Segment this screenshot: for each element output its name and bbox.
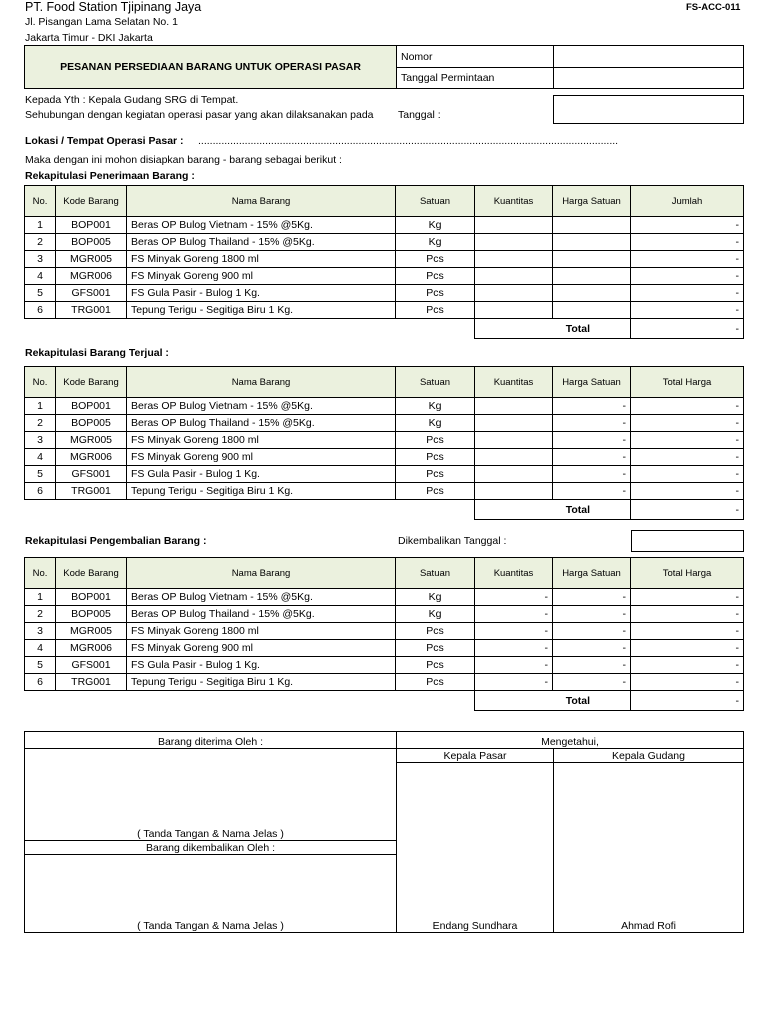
section-penerimaan-title: Rekapitulasi Penerimaan Barang : xyxy=(25,170,195,182)
kepala-pasar-name: Endang Sundhara xyxy=(432,920,518,932)
cell-kuantitas[interactable] xyxy=(475,251,553,268)
cell-satuan: Pcs xyxy=(396,285,475,302)
cell-harga: - xyxy=(553,432,631,449)
kepala-gudang-label: Kepala Gudang xyxy=(554,749,744,763)
table-row xyxy=(25,449,744,466)
cell-nama: FS Gula Pasir - Bulog 1 Kg. xyxy=(127,285,396,302)
col-harga: Harga Satuan xyxy=(553,186,631,217)
cell-kode: BOP005 xyxy=(56,234,127,251)
cell-nama: FS Gula Pasir - Bulog 1 Kg. xyxy=(127,657,396,674)
table-row xyxy=(25,657,744,674)
cell-total-harga: - xyxy=(631,466,744,483)
cell-satuan: Kg xyxy=(396,234,475,251)
table-row xyxy=(25,268,744,285)
cell-nama: Beras OP Bulog Vietnam - 15% @5Kg. xyxy=(127,589,396,606)
cell-no: 4 xyxy=(25,268,56,285)
cell-harga[interactable] xyxy=(553,217,631,234)
cell-kuantitas[interactable] xyxy=(475,415,553,432)
cell-harga[interactable] xyxy=(553,268,631,285)
cell-total-harga: - xyxy=(631,623,744,640)
company-name: PT. Food Station Tjipinang Jaya xyxy=(25,0,202,14)
col-jumlah: Jumlah xyxy=(631,186,744,217)
cell-no: 3 xyxy=(25,251,56,268)
table-row xyxy=(25,234,744,251)
sehubungan-text: Sehubungan dengan kegiatan operasi pasar yang akan dilaksanakan pada xyxy=(25,109,374,121)
cell-total-harga: - xyxy=(631,589,744,606)
table-row xyxy=(25,674,744,691)
cell-kuantitas[interactable] xyxy=(475,268,553,285)
cell-kuantitas[interactable] xyxy=(475,449,553,466)
cell-satuan: Pcs xyxy=(396,466,475,483)
cell-kuantitas[interactable] xyxy=(475,432,553,449)
company-address-1: Jl. Pisangan Lama Selatan No. 1 xyxy=(25,16,178,28)
col-satuan: Satuan xyxy=(396,186,475,217)
cell-total-harga: - xyxy=(631,398,744,415)
cell-kuantitas[interactable] xyxy=(475,483,553,500)
col-harga: Harga Satuan xyxy=(553,558,631,589)
mengetahui-label: Mengetahui, xyxy=(397,732,744,749)
cell-harga: - xyxy=(553,398,631,415)
dikembalikan-oleh-label: Barang dikembalikan Oleh : xyxy=(25,841,397,855)
cell-kode: GFS001 xyxy=(56,657,127,674)
cell-kode: MGR005 xyxy=(56,432,127,449)
col-kode: Kode Barang xyxy=(56,367,127,398)
cell-kuantitas: - xyxy=(475,640,553,657)
cell-total-harga: - xyxy=(631,483,744,500)
total-label: Total xyxy=(475,691,631,711)
cell-no: 1 xyxy=(25,398,56,415)
cell-jumlah: - xyxy=(631,302,744,319)
cell-nama: Tepung Terigu - Segitiga Biru 1 Kg. xyxy=(127,302,396,319)
cell-nama: FS Minyak Goreng 1800 ml xyxy=(127,623,396,640)
cell-jumlah: - xyxy=(631,234,744,251)
cell-kode: MGR006 xyxy=(56,449,127,466)
lokasi-label: Lokasi / Tempat Operasi Pasar : xyxy=(25,135,184,147)
col-nama: Nama Barang xyxy=(127,367,396,398)
cell-harga: - xyxy=(553,623,631,640)
cell-kode: TRG001 xyxy=(56,483,127,500)
cell-jumlah: - xyxy=(631,268,744,285)
cell-harga: - xyxy=(553,589,631,606)
cell-nama: Beras OP Bulog Vietnam - 15% @5Kg. xyxy=(127,217,396,234)
cell-jumlah: - xyxy=(631,251,744,268)
cell-kode: MGR006 xyxy=(56,640,127,657)
cell-harga: - xyxy=(553,449,631,466)
cell-kode: MGR006 xyxy=(56,268,127,285)
cell-total-harga: - xyxy=(631,432,744,449)
table-row xyxy=(25,251,744,268)
dikembalikan-tanggal-field[interactable] xyxy=(631,530,744,552)
cell-satuan: Kg xyxy=(396,606,475,623)
cell-harga: - xyxy=(553,415,631,432)
dikembalikan-tanda-tangan[interactable]: ( Tanda Tangan & Nama Jelas ) xyxy=(25,855,397,933)
cell-kode: BOP001 xyxy=(56,589,127,606)
cell-satuan: Pcs xyxy=(396,623,475,640)
cell-satuan: Pcs xyxy=(396,483,475,500)
total-row xyxy=(25,691,744,711)
table-row xyxy=(25,398,744,415)
total-label: Total xyxy=(475,319,631,339)
cell-kode: TRG001 xyxy=(56,674,127,691)
lokasi-dots: ................................................................................................................................................ xyxy=(198,135,619,147)
table-row xyxy=(25,640,744,657)
cell-nama: Beras OP Bulog Vietnam - 15% @5Kg. xyxy=(127,398,396,415)
cell-jumlah: - xyxy=(631,285,744,302)
diterima-oleh-label: Barang diterima Oleh : xyxy=(25,732,397,749)
cell-nama: FS Minyak Goreng 900 ml xyxy=(127,449,396,466)
col-nama: Nama Barang xyxy=(127,186,396,217)
cell-kuantitas[interactable] xyxy=(475,466,553,483)
cell-harga: - xyxy=(553,466,631,483)
table-pengembalian xyxy=(24,557,744,711)
nomor-label: Nomor xyxy=(397,46,554,68)
col-no: No. xyxy=(25,367,56,398)
cell-no: 2 xyxy=(25,234,56,251)
cell-kode: BOP005 xyxy=(56,415,127,432)
cell-kuantitas: - xyxy=(475,606,553,623)
cell-kode: GFS001 xyxy=(56,285,127,302)
cell-no: 3 xyxy=(25,432,56,449)
col-satuan: Satuan xyxy=(396,367,475,398)
cell-no: 6 xyxy=(25,674,56,691)
cell-kode: TRG001 xyxy=(56,302,127,319)
table-row xyxy=(25,589,744,606)
table-penerimaan xyxy=(24,185,744,339)
company-address-2: Jakarta Timur - DKI Jakarta xyxy=(25,32,153,44)
col-kuantitas: Kuantitas xyxy=(475,186,553,217)
total-value: - xyxy=(631,500,744,520)
cell-satuan: Kg xyxy=(396,217,475,234)
cell-harga[interactable] xyxy=(553,251,631,268)
cell-total-harga: - xyxy=(631,657,744,674)
kepala-gudang-name: Ahmad Rofi xyxy=(621,920,676,932)
diterima-signature-area[interactable] xyxy=(25,749,397,827)
cell-jumlah: - xyxy=(631,217,744,234)
cell-satuan: Pcs xyxy=(396,657,475,674)
cell-satuan: Pcs xyxy=(396,449,475,466)
cell-no: 3 xyxy=(25,623,56,640)
document-title: PESANAN PERSEDIAAN BARANG UNTUK OPERASI PASAR xyxy=(25,46,397,89)
cell-no: 5 xyxy=(25,657,56,674)
table-row xyxy=(25,432,744,449)
tanggal-field[interactable] xyxy=(553,95,744,124)
cell-no: 4 xyxy=(25,449,56,466)
col-kuantitas: Kuantitas xyxy=(475,367,553,398)
total-label: Total xyxy=(475,500,631,520)
cell-no: 1 xyxy=(25,217,56,234)
title-block xyxy=(24,45,744,89)
cell-no: 2 xyxy=(25,606,56,623)
diterima-tanda-tangan: ( Tanda Tangan & Nama Jelas ) xyxy=(25,827,397,841)
kepala-pasar-label: Kepala Pasar xyxy=(397,749,554,763)
cell-nama: Beras OP Bulog Thailand - 15% @5Kg. xyxy=(127,606,396,623)
cell-kuantitas[interactable] xyxy=(475,302,553,319)
cell-total-harga: - xyxy=(631,674,744,691)
cell-kuantitas[interactable] xyxy=(475,234,553,251)
cell-kuantitas[interactable] xyxy=(475,217,553,234)
cell-nama: FS Minyak Goreng 1800 ml xyxy=(127,251,396,268)
section-terjual-title: Rekapitulasi Barang Terjual : xyxy=(25,347,169,359)
cell-nama: FS Minyak Goreng 1800 ml xyxy=(127,432,396,449)
col-satuan: Satuan xyxy=(396,558,475,589)
table-row xyxy=(25,483,744,500)
table-row xyxy=(25,606,744,623)
total-value: - xyxy=(631,319,744,339)
cell-harga: - xyxy=(553,483,631,500)
nomor-field[interactable] xyxy=(554,46,744,68)
cell-satuan: Kg xyxy=(396,589,475,606)
col-no: No. xyxy=(25,558,56,589)
cell-nama: Beras OP Bulog Thailand - 15% @5Kg. xyxy=(127,234,396,251)
col-no: No. xyxy=(25,186,56,217)
cell-satuan: Pcs xyxy=(396,674,475,691)
cell-kuantitas[interactable] xyxy=(475,398,553,415)
cell-kode: MGR005 xyxy=(56,251,127,268)
cell-no: 4 xyxy=(25,640,56,657)
cell-harga: - xyxy=(553,657,631,674)
cell-nama: Tepung Terigu - Segitiga Biru 1 Kg. xyxy=(127,674,396,691)
cell-total-harga: - xyxy=(631,449,744,466)
cell-no: 1 xyxy=(25,589,56,606)
cell-no: 5 xyxy=(25,285,56,302)
cell-kode: BOP001 xyxy=(56,398,127,415)
table-row xyxy=(25,302,744,319)
cell-kode: BOP005 xyxy=(56,606,127,623)
cell-kuantitas: - xyxy=(475,623,553,640)
cell-nama: FS Minyak Goreng 900 ml xyxy=(127,640,396,657)
table-terjual xyxy=(24,366,744,520)
cell-nama: FS Minyak Goreng 900 ml xyxy=(127,268,396,285)
cell-satuan: Pcs xyxy=(396,302,475,319)
cell-total-harga: - xyxy=(631,415,744,432)
col-nama: Nama Barang xyxy=(127,558,396,589)
table-row xyxy=(25,623,744,640)
total-row xyxy=(25,500,744,520)
kepala-gudang-signature[interactable] xyxy=(554,763,744,933)
kepala-pasar-signature[interactable] xyxy=(397,763,554,933)
cell-kuantitas: - xyxy=(475,589,553,606)
cell-kuantitas[interactable] xyxy=(475,285,553,302)
cell-no: 6 xyxy=(25,302,56,319)
cell-satuan: Kg xyxy=(396,398,475,415)
cell-satuan: Kg xyxy=(396,415,475,432)
table-row xyxy=(25,217,744,234)
cell-harga[interactable] xyxy=(553,285,631,302)
col-kode: Kode Barang xyxy=(56,186,127,217)
cell-harga: - xyxy=(553,606,631,623)
tanggal-label: Tanggal : xyxy=(398,109,441,121)
table-row xyxy=(25,466,744,483)
cell-satuan: Pcs xyxy=(396,268,475,285)
cell-nama: Beras OP Bulog Thailand - 15% @5Kg. xyxy=(127,415,396,432)
col-harga: Harga Satuan xyxy=(553,367,631,398)
cell-nama: FS Gula Pasir - Bulog 1 Kg. xyxy=(127,466,396,483)
tanggal-permintaan-field[interactable] xyxy=(554,68,744,89)
dikembalikan-tanggal-label: Dikembalikan Tanggal : xyxy=(398,535,507,547)
cell-kode: MGR005 xyxy=(56,623,127,640)
section-pengembalian-title: Rekapitulasi Pengembalian Barang : xyxy=(25,535,207,547)
total-row xyxy=(25,319,744,339)
cell-harga[interactable] xyxy=(553,302,631,319)
cell-kode: BOP001 xyxy=(56,217,127,234)
cell-kuantitas: - xyxy=(475,657,553,674)
cell-satuan: Pcs xyxy=(396,640,475,657)
cell-no: 5 xyxy=(25,466,56,483)
col-kode: Kode Barang xyxy=(56,558,127,589)
cell-no: 2 xyxy=(25,415,56,432)
signature-block xyxy=(24,731,744,933)
cell-kuantitas: - xyxy=(475,674,553,691)
col-total-harga: Total Harga xyxy=(631,367,744,398)
cell-total-harga: - xyxy=(631,606,744,623)
cell-satuan: Pcs xyxy=(396,251,475,268)
cell-harga: - xyxy=(553,674,631,691)
cell-harga: - xyxy=(553,640,631,657)
doc-code: FS-ACC-011 xyxy=(686,2,741,13)
tanggal-permintaan-label: Tanggal Permintaan xyxy=(397,68,554,89)
kepada-text: Kepada Yth : Kepala Gudang SRG di Tempat. xyxy=(25,94,239,106)
table-row xyxy=(25,415,744,432)
cell-nama: Tepung Terigu - Segitiga Biru 1 Kg. xyxy=(127,483,396,500)
col-total-harga: Total Harga xyxy=(631,558,744,589)
table-row xyxy=(25,285,744,302)
cell-harga[interactable] xyxy=(553,234,631,251)
cell-no: 6 xyxy=(25,483,56,500)
maka-text: Maka dengan ini mohon disiapkan barang - barang sebagai berikut : xyxy=(25,154,342,166)
total-value: - xyxy=(631,691,744,711)
cell-kode: GFS001 xyxy=(56,466,127,483)
cell-satuan: Pcs xyxy=(396,432,475,449)
cell-total-harga: - xyxy=(631,640,744,657)
col-kuantitas: Kuantitas xyxy=(475,558,553,589)
